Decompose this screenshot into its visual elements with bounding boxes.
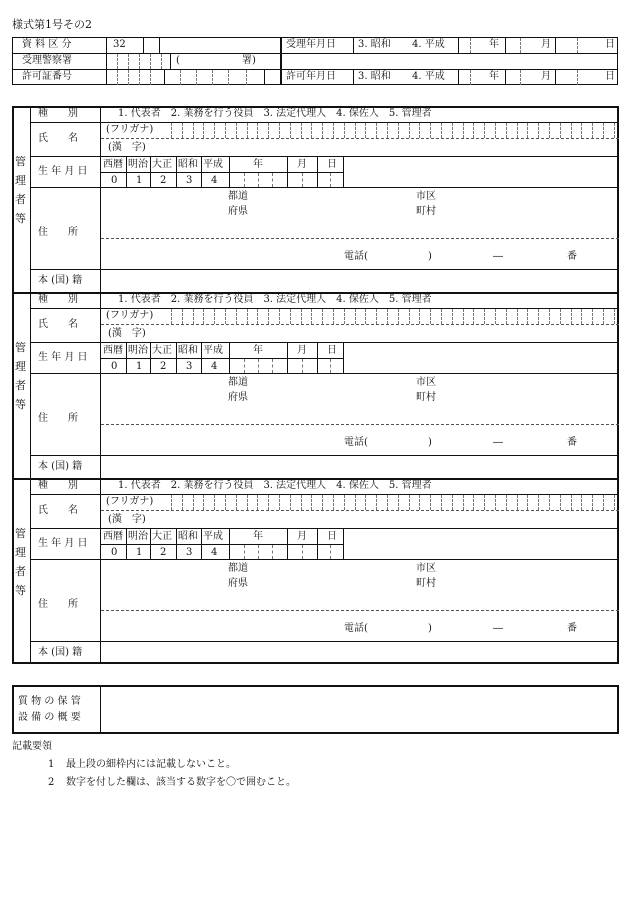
manager-1-birth-day: 日	[327, 159, 337, 170]
manager-2-side-label-3: 者	[15, 379, 26, 392]
manager-2-era-4: 昭和	[178, 345, 198, 356]
receipt-year: 年	[489, 39, 499, 50]
manager-1-side-label-1: 管	[15, 155, 26, 168]
manager-3-era-code-3: 2	[160, 547, 167, 558]
manager-1-era-code-4: 3	[186, 175, 193, 186]
manager-3-side-label-2: 理	[15, 546, 26, 559]
manager-2-address-todo: 都道	[228, 377, 248, 388]
manager-1-shubetsu-options: 1. 代表者 2. 業務を行う役員 3. 法定代理人 4. 保佐人 5. 管理者	[118, 108, 432, 119]
manager-1-address-todo: 都道	[228, 191, 248, 202]
receipt-date-label: 受理年月日	[286, 39, 336, 50]
note-2-number: 2	[48, 777, 55, 788]
manager-2-era-2: 明治	[128, 345, 148, 356]
manager-2-era-code-2: 1	[136, 361, 143, 372]
manager-2-phone-label: 電話(	[344, 437, 368, 448]
permit-month: 月	[541, 71, 551, 82]
manager-3-era-code-4: 3	[186, 547, 193, 558]
manager-3-era-2: 明治	[128, 531, 148, 542]
manager-2-furigana-label: (フリガナ)	[106, 310, 154, 321]
storage-label-line2: 設 備 の 概 要	[18, 712, 81, 723]
manager-2-era-code-1: 0	[111, 361, 118, 372]
manager-1-birth-label: 生 年 月 日	[38, 166, 88, 177]
manager-1-address-chouson: 町村	[416, 206, 436, 217]
manager-1-furigana-label: (フリガナ)	[106, 124, 154, 135]
manager-3-furigana-label: (フリガナ)	[106, 496, 154, 507]
manager-3-era-4: 昭和	[178, 531, 198, 542]
manager-3-birth-day: 日	[327, 531, 337, 542]
manager-2-shimei-label: 氏 名	[38, 319, 78, 330]
manager-3-birth-label: 生 年 月 日	[38, 538, 88, 549]
manager-1-era-5: 平成	[203, 159, 223, 170]
manager-2-era-1: 西暦	[103, 345, 123, 356]
manager-3-side-label-4: 等	[15, 584, 26, 597]
manager-1-kanji-label: (漢 字)	[108, 142, 146, 153]
manager-2-birth-year: 年	[253, 345, 263, 356]
manager-3-phone-paren-close: )	[428, 623, 432, 634]
police-paren-open: (	[176, 55, 180, 66]
manager-1-phone-label: 電話(	[344, 251, 368, 262]
manager-2-side-label-4: 等	[15, 398, 26, 411]
manager-3-phone-ban: 番	[567, 623, 577, 634]
notes-title: 記載要領	[12, 741, 52, 752]
police-station-label: 受理警察署	[22, 55, 72, 66]
manager-3-era-code-1: 0	[111, 547, 118, 558]
manager-1-era-code-1: 0	[111, 175, 118, 186]
manager-2-birth-month: 月	[297, 345, 307, 356]
manager-2-era-3: 大正	[152, 345, 172, 356]
manager-1-side-label-2: 理	[15, 174, 26, 187]
form-title: 様式第1号その2	[12, 18, 92, 31]
receipt-era-showa: 3. 昭和	[358, 39, 391, 50]
manager-3-address-todo: 都道	[228, 563, 248, 574]
manager-1-side-label-4: 等	[15, 212, 26, 225]
manager-3-birth-month: 月	[297, 531, 307, 542]
manager-1-era-code-3: 2	[160, 175, 167, 186]
manager-1-address-fuken: 府県	[228, 206, 248, 217]
manager-1-phone-paren-close: )	[428, 251, 432, 262]
manager-3-honseki-label: 本 (国) 籍	[38, 647, 83, 658]
manager-2-address-label: 住 所	[38, 413, 78, 424]
manager-3-shimei-label: 氏 名	[38, 505, 78, 516]
manager-3-phone-dash: ―	[493, 623, 503, 634]
manager-1-address-shiku: 市区	[416, 191, 436, 202]
permit-era-showa: 3. 昭和	[358, 71, 391, 82]
storage-label-line1: 質 物 の 保 管	[18, 696, 81, 707]
manager-2-era-code-4: 3	[186, 361, 193, 372]
manager-3-shubetsu-options: 1. 代表者 2. 業務を行う役員 3. 法定代理人 4. 保佐人 5. 管理者	[118, 480, 432, 491]
manager-2-address-shiku: 市区	[416, 377, 436, 388]
manager-2-birth-day: 日	[327, 345, 337, 356]
manager-3-kanji-label: (漢 字)	[108, 514, 146, 525]
manager-3-address-label: 住 所	[38, 599, 78, 610]
manager-2-phone-ban: 番	[567, 437, 577, 448]
manager-1-phone-ban: 番	[567, 251, 577, 262]
manager-1-era-1: 西暦	[103, 159, 123, 170]
permit-day: 日	[605, 71, 615, 82]
manager-3-era-code-5: 4	[211, 547, 218, 558]
permit-number-label: 許可証番号	[22, 71, 72, 82]
manager-2-address-fuken: 府県	[228, 392, 248, 403]
manager-1-address-label: 住 所	[38, 227, 78, 238]
manager-2-phone-dash: ―	[493, 437, 503, 448]
receipt-era-heisei: 4. 平成	[412, 39, 445, 50]
manager-2-era-5: 平成	[203, 345, 223, 356]
manager-1-era-code-2: 1	[136, 175, 143, 186]
receipt-month: 月	[541, 39, 551, 50]
manager-1-era-3: 大正	[152, 159, 172, 170]
manager-3-era-code-2: 1	[136, 547, 143, 558]
permit-era-heisei: 4. 平成	[412, 71, 445, 82]
manager-3-shubetsu-label: 種 別	[38, 480, 78, 491]
shiryo-value: 32	[113, 39, 126, 50]
manager-2-era-code-5: 4	[211, 361, 218, 372]
manager-3-address-shiku: 市区	[416, 563, 436, 574]
manager-3-birth-year: 年	[253, 531, 263, 542]
manager-3-address-chouson: 町村	[416, 578, 436, 589]
manager-3-era-5: 平成	[203, 531, 223, 542]
manager-2-birth-label: 生 年 月 日	[38, 352, 88, 363]
manager-1-birth-year: 年	[253, 159, 263, 170]
manager-2-side-label-2: 理	[15, 360, 26, 373]
manager-1-shimei-label: 氏 名	[38, 133, 78, 144]
manager-2-address-chouson: 町村	[416, 392, 436, 403]
police-station-suffix: 署)	[242, 55, 256, 66]
manager-2-side-label-1: 管	[15, 341, 26, 354]
manager-1-honseki-label: 本 (国) 籍	[38, 275, 83, 286]
manager-2-phone-paren-close: )	[428, 437, 432, 448]
manager-3-side-label-1: 管	[15, 527, 26, 540]
note-1-number: 1	[48, 759, 55, 770]
manager-1-era-code-5: 4	[211, 175, 218, 186]
manager-3-era-3: 大正	[152, 531, 172, 542]
note-1-text: 最上段の細枠内には記載しないこと。	[66, 759, 236, 770]
manager-2-kanji-label: (漢 字)	[108, 328, 146, 339]
manager-1-phone-dash: ―	[493, 251, 503, 262]
manager-3-side-label-3: 者	[15, 565, 26, 578]
manager-1-shubetsu-label: 種 別	[38, 108, 78, 119]
permit-year: 年	[489, 71, 499, 82]
manager-2-shubetsu-label: 種 別	[38, 294, 78, 305]
manager-3-era-1: 西暦	[103, 531, 123, 542]
manager-2-era-code-3: 2	[160, 361, 167, 372]
manager-1-era-2: 明治	[128, 159, 148, 170]
manager-2-shubetsu-options: 1. 代表者 2. 業務を行う役員 3. 法定代理人 4. 保佐人 5. 管理者	[118, 294, 432, 305]
permit-date-label: 許可年月日	[286, 71, 336, 82]
manager-3-phone-label: 電話(	[344, 623, 368, 634]
manager-1-birth-month: 月	[297, 159, 307, 170]
note-2-text: 数字を付した欄は、該当する数字を〇で囲むこと。	[66, 777, 296, 788]
manager-3-address-fuken: 府県	[228, 578, 248, 589]
receipt-day: 日	[605, 39, 615, 50]
manager-1-era-4: 昭和	[178, 159, 198, 170]
manager-1-side-label-3: 者	[15, 193, 26, 206]
shiryo-label: 資 料 区 分	[22, 39, 72, 50]
manager-2-honseki-label: 本 (国) 籍	[38, 461, 83, 472]
